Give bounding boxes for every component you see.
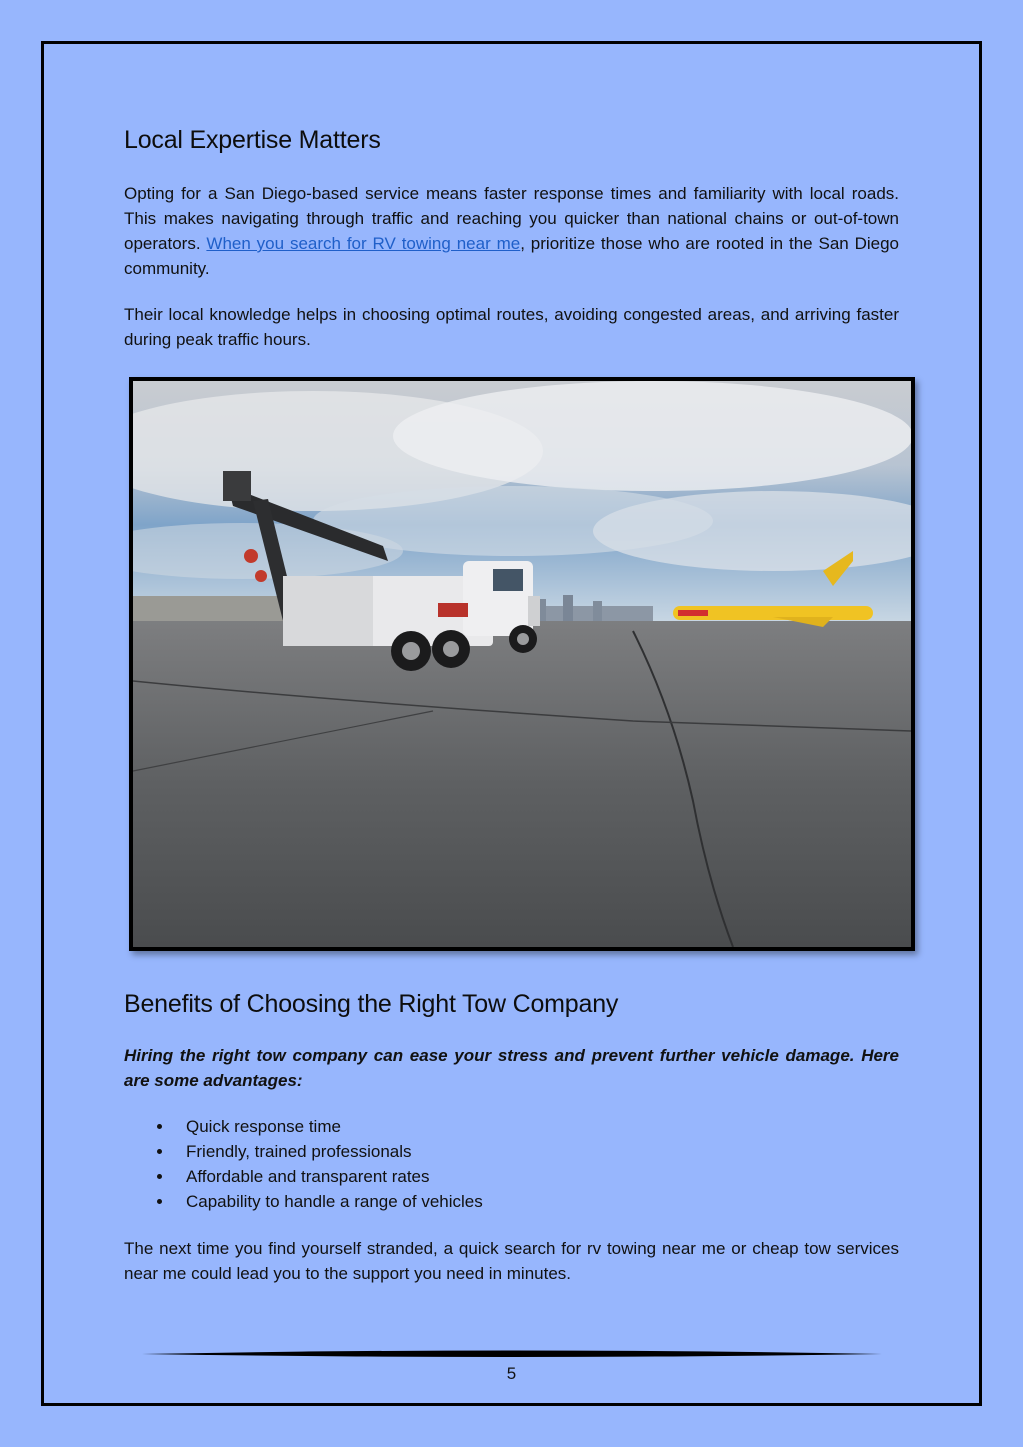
benefits-intro: Hiring the right tow company can ease your stress and prevent further vehicle damage. Here are some advantages: [124, 1046, 899, 1090]
page-number: 5 [506, 1364, 517, 1383]
bullet-icon [157, 1149, 162, 1154]
rv-towing-link[interactable]: When you search for RV towing near me [206, 234, 521, 253]
list-item-text: Capability to handle a range of vehicles [186, 1192, 483, 1211]
list-item-text: Quick response time [186, 1117, 341, 1136]
list-item-text: Friendly, trained professionals [186, 1142, 412, 1161]
list-item [124, 1164, 724, 1189]
benefits-list [124, 1114, 724, 1214]
list-item-text: Affordable and transparent rates [186, 1167, 430, 1186]
list-item [124, 1114, 724, 1139]
bullet-icon [157, 1199, 162, 1204]
paragraph-local-intro-tail: , prioritize those who are rooted in the San Diego community. [124, 234, 900, 278]
bullet-icon [157, 1174, 162, 1179]
list-item [124, 1189, 724, 1214]
list-item [124, 1139, 724, 1164]
heading-local-expertise: Local Expertise Matters [124, 126, 381, 154]
heading-benefits: Benefits of Choosing the Right Tow Company [124, 990, 619, 1018]
tow-truck-photo [129, 377, 915, 951]
paragraph-local-intro-text: Opting for a San Diego-based service means faster response times and familiarity with local roads. This makes navigating through traffic and reaching you quicker than national chains or out-of-town operators. [124, 184, 899, 253]
footer-divider [142, 1348, 882, 1360]
bullet-icon [157, 1124, 162, 1129]
paragraph-local-knowledge: Their local knowledge helps in choosing optimal routes, avoiding congested areas, and arriving faster during peak traffic hours. [124, 305, 899, 349]
closing-paragraph: The next time you find yourself stranded, a quick search for rv towing near me or cheap tow services near me could lead you to the support you need in minutes. [124, 1239, 899, 1283]
paragraph-local-intro [124, 181, 899, 281]
